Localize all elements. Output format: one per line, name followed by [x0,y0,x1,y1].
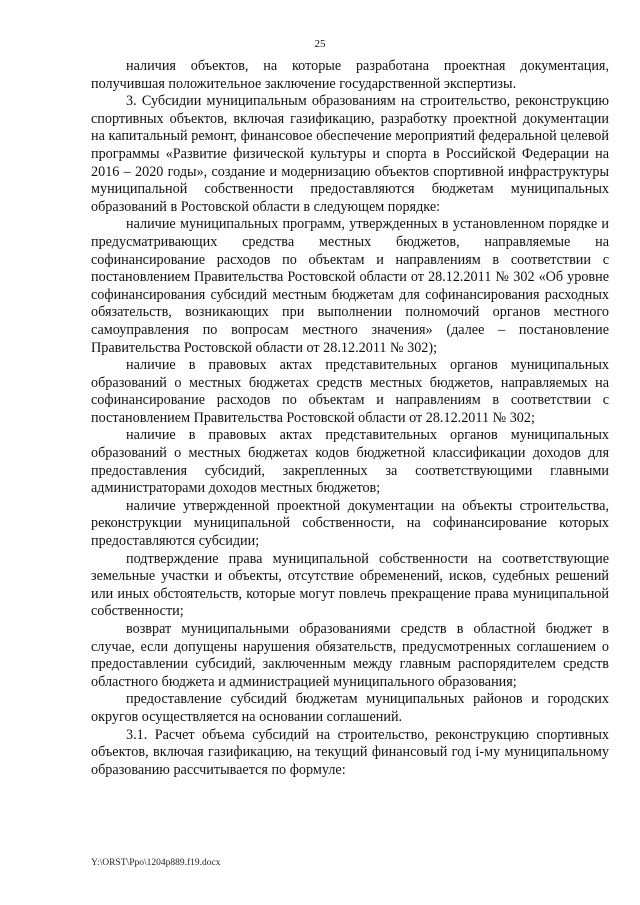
paragraph: наличие в правовых актах представительных органов муниципальных образований о местных бюджетах кодов бюджетной классификации доходов для предоставления субсидий, закрепленных за соответствующими главными администраторами доходов местных бюджетов; [91,427,609,497]
paragraph: наличие муниципальных программ, утвержденных в установленном порядке и предусматривающих средства местных бюджетов, направляемые на софинансирование расходов по объектам и направлениям в соответствии с постановлением Правительства Ростовской области от 28.12.2011 № 302 «Об уровне софинансирования субсидий местным бюджетам для софинансирования расходных обязательств, возникающих при выполнении полномочий органов местного самоуправления по вопросам местного значения» (далее – постановление Правительства Ростовской области от 28.12.2011 № 302); [91,216,609,356]
paragraph: наличия объектов, на которые разработана проектная документация, получившая положительное заключение государственной экспертизы. [91,58,609,92]
paragraph: 3.1. Расчет объема субсидий на строительство, реконструкцию спортивных объектов, включая газификацию, на текущий финансовый год i-му муниципальному образованию рассчитывается по формуле: [91,726,609,778]
paragraph: возврат муниципальными образованиями средств в областной бюджет в случае, если допущены нарушения обязательств, предусмотренных соглашением о предоставлении субсидий, заключенным между главным распорядителем средств областного бюджета и администрацией муниципального образования; [91,621,609,690]
paragraph: наличие утвержденной проектной документации на объекты строительства, реконструкции муниципальной собственности, на софинансирование которых предоставляются субсидии; [91,497,609,550]
paragraph: подтверждение права муниципальной собственности на соответствующие земельные участки и объекты, отсутствие обременений, исков, судебных решений или иных обстоятельств, которые могут повлечь прекращение права муниципальной собственности; [91,550,609,620]
page-number: 25 [314,38,326,50]
paragraph: 3. Субсидии муниципальным образованиям на строительство, реконструкцию спортивных объектов, включая газификацию, разработку проектной документации на капитальный ремонт, финансовое обеспечение мероприятий федеральной целевой программы «Развитие физической культуры и спорта в Российской Федерации на 2016 – 2020 годы», создание и модернизацию объектов спортивной инфраструктуры муниципальной собственности предоставляются бюджетам муниципальных образований в Ростовской области в следующем порядке: [91,93,609,215]
footer-file-path: Y:\ORST\Ppo\1204p889.f19.docx [91,858,221,868]
paragraph: предоставление субсидий бюджетам муниципальных районов и городских округов осуществляется на основании соглашений. [91,691,609,725]
paragraph: наличие в правовых актах представительных органов муниципальных образований о местных бюджетах средств местных бюджетов, направляемых на софинансирование расходов по объектам и направлениям в соответствии с постановлением Правительства Ростовской области от 28.12.2011 № 302; [91,357,609,426]
document-body [91,58,609,779]
